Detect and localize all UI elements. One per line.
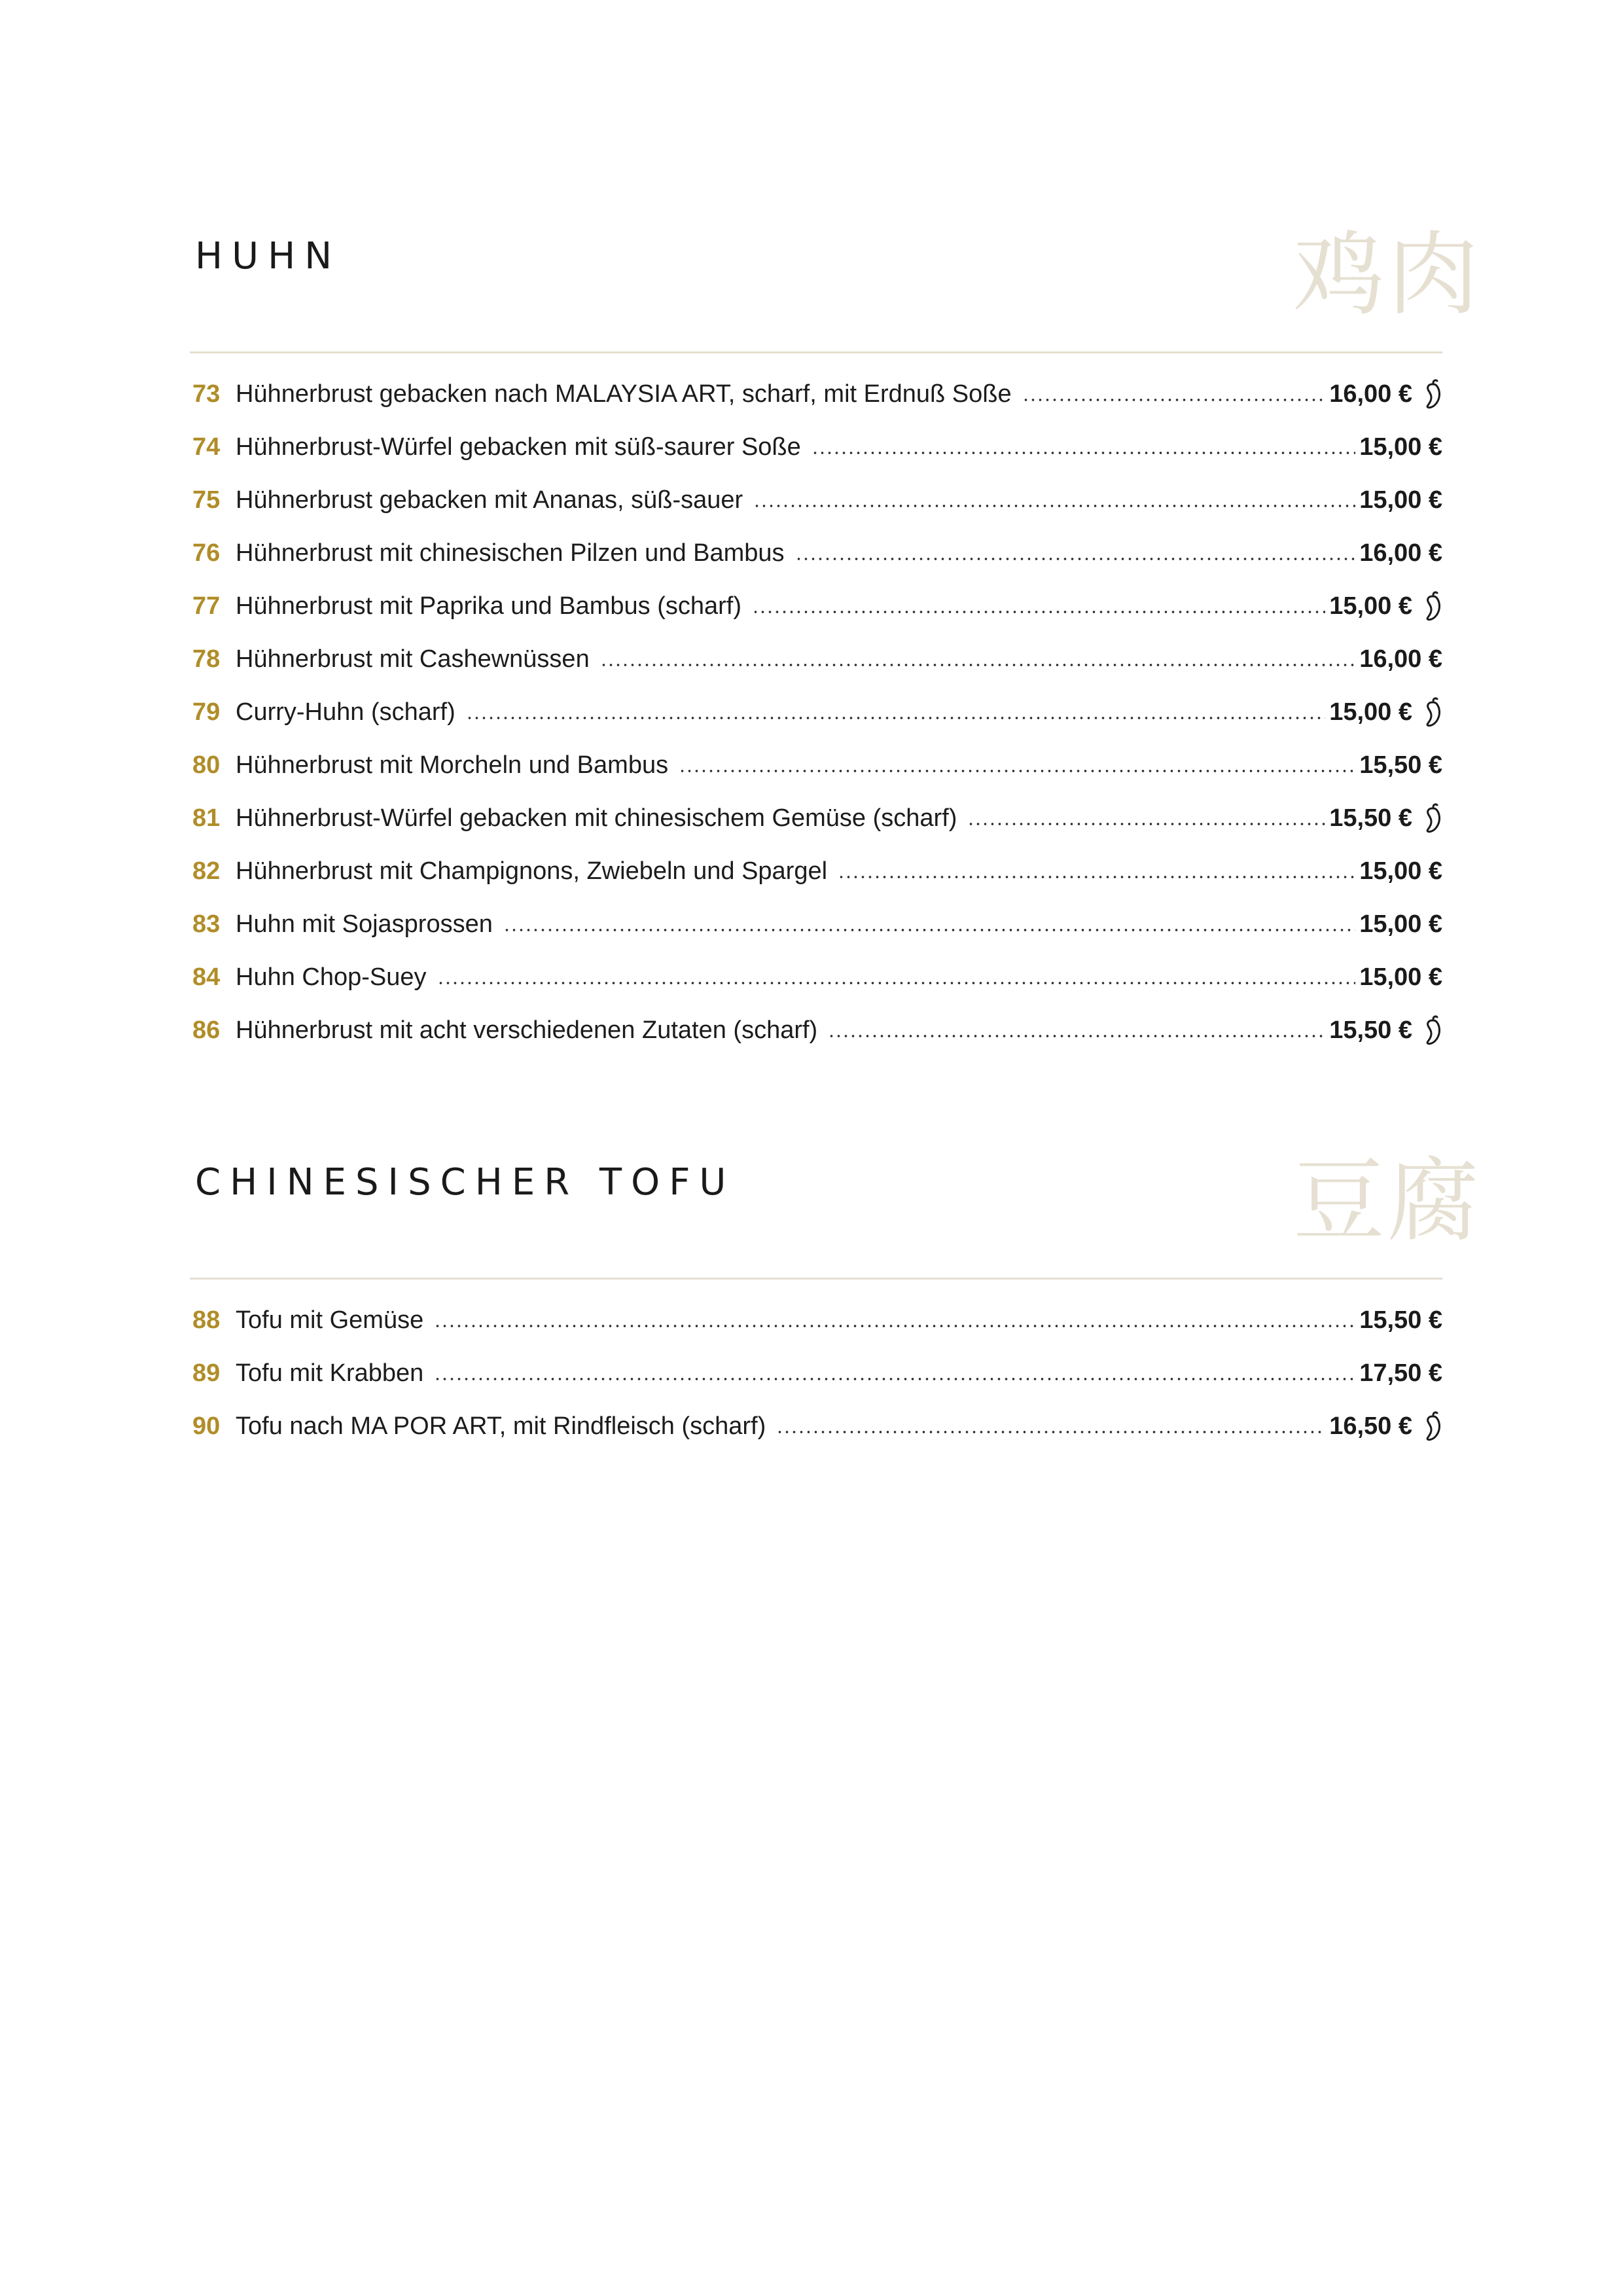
menu-item [190,1400,1442,1453]
dot-leader [828,1033,1325,1039]
item-price: 16,00 € [1329,380,1412,408]
item-name: Curry-Huhn (scharf) [236,698,455,726]
chili-pepper-icon [1419,1015,1445,1047]
menu-item [190,845,1442,898]
item-price: 16,00 € [1359,645,1442,673]
menu-list-tofu [190,1294,1442,1453]
item-number: 80 [192,751,221,779]
menu-item [190,421,1442,474]
menu-item [190,580,1442,633]
item-name: Huhn Chop-Suey [236,963,427,991]
item-price: 15,00 € [1359,433,1442,461]
item-price: 15,00 € [1329,698,1412,726]
item-price: 15,00 € [1359,486,1442,514]
section-divider [190,351,1442,353]
item-number: 88 [192,1306,221,1334]
section-chinese-title: 鸡肉 [1293,222,1482,329]
menu-item [190,527,1442,580]
item-name: Hühnerbrust mit Champignons, Zwiebeln und Spargel [236,857,828,885]
menu-list-huhn [190,368,1442,1057]
section-title: CHINESISCHER TOFU [195,1160,736,1204]
section-huhn [190,196,1482,1057]
dot-leader [679,768,1355,774]
section-tofu [190,1122,1482,1453]
item-name: Huhn mit Sojasprossen [236,910,493,938]
menu-item [190,739,1442,792]
item-name: Tofu mit Krabben [236,1359,424,1387]
chili-pepper-icon [1419,1411,1445,1443]
menu-item [190,368,1442,421]
item-price: 15,50 € [1329,1016,1412,1044]
dot-leader [967,821,1325,827]
item-price: 15,50 € [1329,804,1412,832]
item-price: 17,50 € [1359,1359,1442,1387]
menu-item [190,792,1442,845]
item-price: 15,00 € [1359,910,1442,938]
menu-item [190,898,1442,951]
menu-item [190,1004,1442,1057]
item-number: 86 [192,1016,221,1044]
dot-leader [466,715,1325,721]
dot-leader [838,874,1355,880]
section-header [190,196,1482,353]
menu-item [190,1347,1442,1400]
dot-leader [503,927,1355,933]
item-price: 15,00 € [1359,963,1442,991]
menu-item [190,633,1442,686]
item-number: 74 [192,433,221,461]
item-name: Hühnerbrust mit Cashewnüssen [236,645,590,673]
menu-item [190,686,1442,739]
item-name: Hühnerbrust gebacken nach MALAYSIA ART, scharf, mit Erdnuß Soße [236,380,1012,408]
section-title: HUHN [195,234,342,278]
dot-leader [434,1323,1355,1329]
dot-leader [812,450,1355,456]
item-name: Tofu nach MA POR ART, mit Rindfleisch (scharf) [236,1412,766,1440]
item-name: Hühnerbrust mit acht verschiedenen Zutaten (scharf) [236,1016,818,1044]
item-name: Hühnerbrust gebacken mit Ananas, süß-sauer [236,486,743,514]
item-price: 15,00 € [1359,857,1442,885]
item-number: 81 [192,804,221,832]
section-divider [190,1278,1442,1280]
item-number: 84 [192,963,221,991]
item-number: 82 [192,857,221,885]
item-price: 15,50 € [1359,1306,1442,1334]
menu-item [190,1294,1442,1347]
item-price: 16,50 € [1329,1412,1412,1440]
item-name: Tofu mit Gemüse [236,1306,424,1334]
item-name: Hühnerbrust-Würfel gebacken mit süß-saurer Soße [236,433,801,461]
menu-item [190,474,1442,527]
dot-leader [753,503,1355,509]
item-number: 77 [192,592,221,620]
chili-pepper-icon [1419,591,1445,622]
dot-leader [1022,397,1326,403]
menu-item [190,951,1442,1004]
chili-pepper-icon [1419,379,1445,410]
item-number: 89 [192,1359,221,1387]
section-header [190,1122,1482,1280]
item-number: 78 [192,645,221,673]
dot-leader [752,609,1325,615]
item-price: 15,00 € [1329,592,1412,620]
item-name: Hühnerbrust mit Paprika und Bambus (scharf) [236,592,741,620]
dot-leader [776,1429,1325,1435]
item-number: 73 [192,380,221,408]
item-number: 83 [192,910,221,938]
dot-leader [437,980,1356,986]
item-number: 76 [192,539,221,567]
dot-leader [600,662,1356,668]
item-name: Hühnerbrust mit Morcheln und Bambus [236,751,669,779]
section-chinese-title: 豆腐 [1293,1148,1482,1255]
chili-pepper-icon [1419,803,1445,834]
item-price: 15,50 € [1359,751,1442,779]
item-number: 79 [192,698,221,726]
item-name: Hühnerbrust mit chinesischen Pilzen und Bambus [236,539,785,567]
item-price: 16,00 € [1359,539,1442,567]
dot-leader [434,1376,1355,1382]
item-number: 90 [192,1412,221,1440]
dot-leader [795,556,1356,562]
item-name: Hühnerbrust-Würfel gebacken mit chinesischem Gemüse (scharf) [236,804,957,832]
item-number: 75 [192,486,221,514]
chili-pepper-icon [1419,697,1445,728]
